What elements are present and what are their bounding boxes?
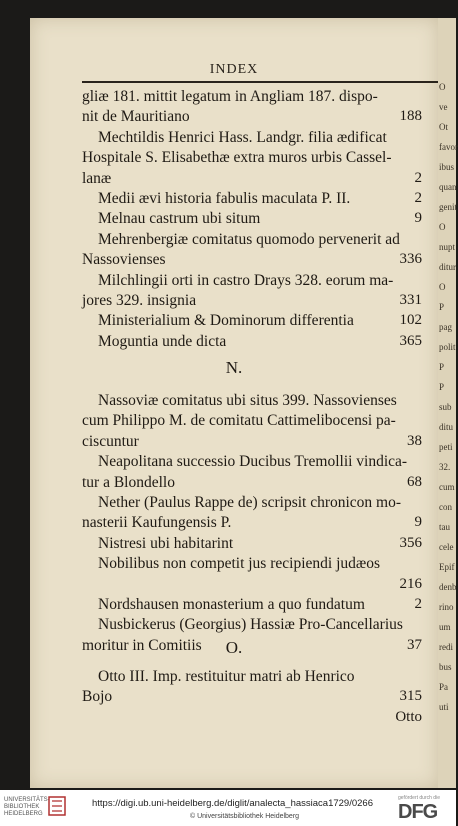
- index-line: Neapolitana successio Ducibus Tremollii vindica-: [98, 453, 408, 471]
- dfg-logo: DFG: [398, 801, 438, 823]
- facing-fragment: denb: [439, 582, 457, 592]
- facing-fragment: bus: [439, 662, 452, 672]
- facing-fragment: 32.: [439, 462, 451, 472]
- page-number: 365: [399, 332, 422, 349]
- index-line: cum Philippo M. de comitatu Cattimelibocensi pa-: [82, 412, 396, 430]
- university-library-logo: [4, 797, 50, 818]
- index-line: moritur in Comitiis: [82, 636, 202, 654]
- index-line: Melnau castrum ubi situm: [98, 210, 261, 228]
- facing-fragment: um: [439, 622, 451, 632]
- copyright-text: © Universitätsbibliothek Heidelberg: [190, 813, 300, 820]
- index-line: Moguntia unde dicta: [98, 332, 227, 350]
- page-number: 9: [414, 210, 422, 227]
- page-number: 336: [399, 251, 422, 268]
- facing-fragment: uti: [439, 702, 449, 712]
- facing-page-edge: [438, 18, 456, 788]
- facing-fragment: O: [439, 282, 446, 292]
- facing-fragment: quan: [439, 182, 457, 192]
- book-page: [30, 18, 438, 788]
- page-header: INDEX: [209, 62, 259, 77]
- page-number: 2: [414, 596, 422, 612]
- page-number: 188: [399, 108, 422, 125]
- index-line: nasterii Kaufungensis P.: [82, 514, 232, 532]
- section-heading-o: O.: [225, 638, 243, 657]
- index-line: Bojo: [82, 688, 113, 706]
- facing-fragment: con: [439, 502, 452, 512]
- facing-fragment: cum: [439, 482, 455, 492]
- facing-fragment: nupt: [439, 242, 456, 252]
- index-line: Mehrenbergiæ comitatus quomodo pervenerit ad: [98, 230, 400, 248]
- page-number: 9: [414, 514, 422, 531]
- facing-fragment: Pa: [439, 682, 448, 692]
- catchword: Otto: [395, 708, 422, 725]
- page-number: 68: [407, 473, 422, 490]
- facing-fragment: ibus: [439, 162, 455, 172]
- page-number: 37: [407, 636, 422, 653]
- index-line: gliæ 181. mittit legatum in Angliam 187. dispo-: [82, 88, 378, 105]
- facing-fragment: pag: [439, 322, 452, 332]
- facing-fragment: ve: [439, 102, 448, 112]
- facing-fragment: Ot: [439, 122, 448, 132]
- header-rule: [82, 81, 442, 83]
- facing-fragment: rino: [439, 602, 454, 612]
- page-number: 356: [399, 534, 422, 551]
- facing-fragment: genit: [439, 202, 457, 212]
- facing-fragment: O: [439, 82, 446, 92]
- facing-fragment: favor: [439, 142, 458, 152]
- section-heading-n: N.: [225, 358, 243, 377]
- facing-fragment: P: [439, 302, 445, 312]
- facing-fragment: redi: [439, 642, 453, 652]
- index-line: Milchlingii orti in castro Drays 328. eorum ma-: [98, 271, 394, 289]
- index-line: Nether (Paulus Rappe de) scripsit chronicon mo-: [98, 494, 402, 511]
- logo-line: UNIVERSITÄTS- BIBLIOTHEK HEIDELBERG: [4, 797, 50, 817]
- page-number: 102: [399, 312, 422, 329]
- facing-fragment: O: [439, 222, 446, 232]
- facing-fragment: P: [439, 382, 445, 392]
- page-number: 2: [414, 190, 422, 206]
- index-line: Nistresi ubi habitarint: [98, 534, 234, 552]
- funding-note: gefördert durch die: [398, 795, 440, 801]
- index-line: Hospitale S. Elisabethæ extra muros urbis Cassel-: [82, 149, 392, 167]
- index-line: jores 329. insignia: [82, 292, 197, 309]
- index-line: Nassovienses: [82, 251, 166, 269]
- index-line: Nassoviæ comitatus ubi situs 399. Nassovienses: [98, 392, 397, 409]
- index-line: Mechtildis Henrici Hass. Landgr. filia ædificat: [98, 128, 387, 146]
- index-line: Nobilibus non competit jus recipiendi judæos: [98, 555, 380, 573]
- index-line: Ministerialium & Dominorum differentia: [98, 312, 354, 330]
- page-number: 2: [414, 169, 422, 186]
- facing-fragment: tau: [439, 522, 450, 532]
- index-line: Nordshausen monasterium a quo fundatum: [98, 596, 365, 613]
- page-number: 331: [399, 292, 422, 308]
- facing-fragment: cele: [439, 542, 454, 552]
- page-number: 216: [399, 575, 422, 592]
- facing-fragment: polit: [439, 342, 456, 352]
- index-line: Otto III. Imp. restituitur matri ab Henrico: [98, 668, 355, 685]
- facing-fragment: ditur: [439, 262, 456, 272]
- page-url-link[interactable]: https://digi.ub.uni-heidelberg.de/diglit/analecta_hassiaca1729/0266: [92, 798, 373, 809]
- index-line: tur a Blondello: [82, 473, 175, 491]
- index-line: ciscuntur: [82, 432, 139, 450]
- facing-fragment: ditu: [439, 422, 454, 432]
- facing-fragment: P: [439, 362, 445, 372]
- facing-fragment: Epif: [439, 562, 455, 572]
- facing-fragment: sub: [439, 402, 452, 412]
- facing-fragment: peti: [439, 442, 453, 452]
- index-line: Nusbickerus (Georgius) Hassiæ Pro-Cancellarius: [98, 616, 403, 634]
- seal-icon: [48, 796, 66, 816]
- page-number: 315: [399, 688, 422, 705]
- index-line: nit de Mauritiano: [82, 108, 190, 126]
- index-line: lanæ: [82, 169, 112, 187]
- page-number: 38: [407, 432, 422, 449]
- index-line: Medii ævi historia fabulis maculata P. II.: [98, 190, 351, 207]
